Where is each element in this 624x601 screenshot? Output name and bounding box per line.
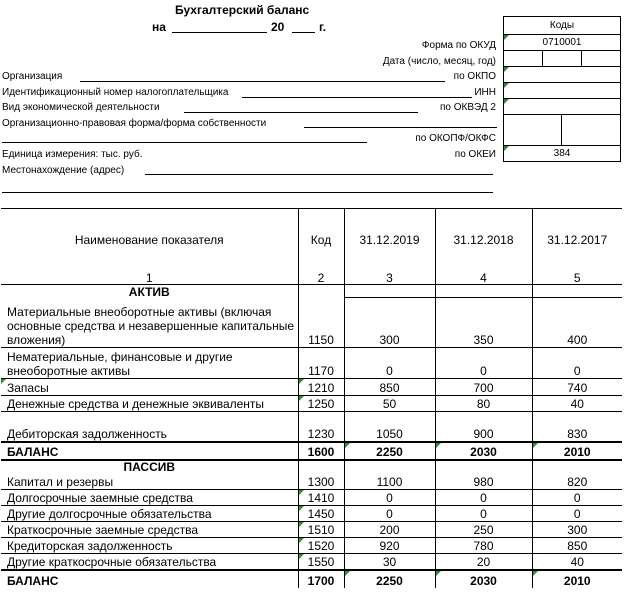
col-name-header: Наименование показателя bbox=[1, 209, 298, 271]
row-value: 2010 bbox=[532, 442, 622, 460]
row-name: Капитал и резервы bbox=[1, 473, 298, 490]
row-value[interactable]: 300 bbox=[532, 522, 622, 538]
row-value: 2250 bbox=[344, 442, 435, 460]
legal-form-field-2[interactable] bbox=[2, 142, 367, 143]
row-value[interactable]: 1050 bbox=[344, 412, 435, 442]
row-value[interactable]: 30 bbox=[344, 554, 435, 570]
row-code: 1550 bbox=[298, 554, 344, 570]
okei-value[interactable]: 384 bbox=[504, 146, 621, 162]
row-value[interactable]: 50 bbox=[344, 396, 435, 412]
okved-label: по ОКВЭД 2 bbox=[440, 102, 496, 113]
table-row bbox=[1, 473, 622, 490]
row-name: Денежные средства и денежные эквиваленты bbox=[1, 396, 298, 412]
table-row bbox=[1, 490, 622, 506]
row-code: 1520 bbox=[298, 538, 344, 554]
row-code: 1410 bbox=[298, 490, 344, 506]
codes-table bbox=[503, 16, 621, 162]
activity-field[interactable] bbox=[184, 112, 418, 113]
location-label: Местонахождение (адрес) bbox=[2, 165, 125, 176]
okpo-value[interactable] bbox=[504, 67, 621, 83]
row-value[interactable]: 40 bbox=[532, 554, 622, 570]
row-code: 1230 bbox=[298, 412, 344, 442]
date-code-cells[interactable] bbox=[504, 51, 621, 67]
okopf-okfs-cells[interactable] bbox=[504, 115, 621, 146]
row-value[interactable]: 250 bbox=[435, 522, 532, 538]
row-value[interactable]: 980 bbox=[435, 473, 532, 490]
col-code-header: Код bbox=[298, 209, 344, 271]
row-value[interactable]: 300 bbox=[344, 298, 435, 348]
row-code: 1700 bbox=[298, 570, 344, 588]
row-code: 1510 bbox=[298, 522, 344, 538]
row-value[interactable]: 0 bbox=[435, 490, 532, 506]
row-name: Дебиторская задолженность bbox=[7, 426, 167, 441]
num-row-cell: 1 bbox=[1, 271, 298, 285]
table-row bbox=[1, 522, 622, 538]
section-liabilities: ПАССИВ bbox=[123, 459, 176, 474]
row-code: 1250 bbox=[298, 396, 344, 412]
row-value[interactable]: 0 bbox=[344, 348, 435, 379]
row-value[interactable]: 830 bbox=[532, 412, 622, 442]
okei-label: по ОКЕИ bbox=[454, 149, 496, 160]
okud-label: Форма по ОКУД bbox=[421, 40, 496, 51]
balance-table bbox=[1, 208, 622, 588]
row-value[interactable]: 740 bbox=[532, 379, 622, 396]
row-value: 2010 bbox=[532, 570, 622, 588]
table-row bbox=[1, 506, 622, 522]
col-date3-header: 31.12.2017 bbox=[532, 209, 622, 271]
row-code: 1450 bbox=[298, 506, 344, 522]
row-value[interactable]: 200 bbox=[344, 522, 435, 538]
row-value[interactable]: 0 bbox=[435, 506, 532, 522]
num-row-cell: 3 bbox=[344, 271, 435, 285]
organization-label: Организация bbox=[2, 71, 63, 82]
inn-value[interactable] bbox=[504, 83, 621, 99]
okved-value[interactable] bbox=[504, 99, 621, 115]
row-name: Материальные внеоборотные активы (включая основные средства и незавершенные капитальные вложения) bbox=[1, 298, 298, 348]
row-name: Запасы bbox=[1, 379, 298, 396]
row-code: 1210 bbox=[298, 379, 344, 396]
row-value[interactable]: 350 bbox=[435, 298, 532, 348]
row-name: Краткосрочные заемные средства bbox=[1, 522, 298, 538]
col-date2-header: 31.12.2018 bbox=[435, 209, 532, 271]
row-name: Нематериальные, финансовые и другие внеоборотные активы bbox=[1, 348, 298, 379]
table-row bbox=[1, 379, 622, 396]
okpo-label: по ОКПО bbox=[453, 71, 496, 82]
num-row-cell: 4 bbox=[435, 271, 532, 285]
inn-label: ИНН bbox=[474, 87, 496, 98]
row-value[interactable]: 20 bbox=[435, 554, 532, 570]
section-assets: АКТИВ bbox=[128, 284, 170, 299]
assets-total-label: БАЛАНС bbox=[1, 442, 298, 460]
year-prefix: 20 bbox=[271, 20, 285, 34]
liabilities-total-label: БАЛАНС bbox=[1, 570, 298, 588]
row-value[interactable]: 0 bbox=[344, 490, 435, 506]
inn-field[interactable] bbox=[242, 97, 472, 98]
row-code: 1150 bbox=[298, 298, 344, 348]
col-date1-header: 31.12.2019 bbox=[344, 209, 435, 271]
row-value[interactable]: 0 bbox=[532, 490, 622, 506]
row-code: 1600 bbox=[298, 442, 344, 460]
activity-label: Вид экономической деятельности bbox=[2, 102, 160, 113]
year-field[interactable] bbox=[292, 32, 315, 33]
row-code: 1300 bbox=[298, 473, 344, 490]
row-value: 2250 bbox=[344, 570, 435, 588]
date-label: Дата (число, месяц, год) bbox=[382, 56, 496, 67]
table-row bbox=[1, 412, 622, 442]
date-on-label: на bbox=[152, 20, 166, 34]
codes-title: Коды bbox=[504, 17, 621, 35]
row-value[interactable]: 80 bbox=[435, 396, 532, 412]
table-row-total bbox=[1, 442, 622, 460]
table-row bbox=[1, 348, 622, 379]
row-value: 2030 bbox=[435, 570, 532, 588]
inn-description: Идентификационный номер налогоплательщика bbox=[2, 87, 229, 98]
year-suffix: г. bbox=[319, 20, 327, 34]
location-field-2[interactable] bbox=[2, 192, 493, 193]
row-value[interactable]: 0 bbox=[344, 506, 435, 522]
date-day-month-field[interactable] bbox=[172, 32, 267, 33]
unit-label: Единица измерения: тыс. руб. bbox=[2, 149, 143, 160]
row-value[interactable]: 0 bbox=[532, 348, 622, 379]
row-value[interactable]: 700 bbox=[435, 379, 532, 396]
row-value[interactable]: 900 bbox=[435, 412, 532, 442]
table-row bbox=[1, 298, 622, 348]
row-name: Кредиторская задолженность bbox=[1, 538, 298, 554]
document-title: Бухгалтерский баланс bbox=[175, 3, 310, 17]
row-name: Другие краткосрочные обязательства bbox=[7, 554, 217, 569]
num-row-cell: 5 bbox=[532, 271, 622, 285]
table-row bbox=[1, 554, 622, 570]
row-value[interactable]: 920 bbox=[344, 538, 435, 554]
row-name: Долгосрочные заемные средства bbox=[1, 490, 298, 506]
legal-form-field[interactable] bbox=[304, 127, 497, 128]
okopf-label: по ОКОПФ/ОКФС bbox=[415, 133, 496, 144]
organization-field[interactable] bbox=[80, 81, 445, 82]
row-value: 2030 bbox=[435, 442, 532, 460]
row-value[interactable]: 40 bbox=[532, 396, 622, 412]
row-value[interactable]: 0 bbox=[532, 506, 622, 522]
row-value[interactable]: 400 bbox=[532, 298, 622, 348]
location-field[interactable] bbox=[145, 174, 493, 175]
row-value[interactable]: 820 bbox=[532, 473, 622, 490]
table-row bbox=[1, 538, 622, 554]
row-name: Другие долгосрочные обязательства bbox=[1, 506, 298, 522]
legal-form-label: Организационно-правовая форма/форма собственности bbox=[2, 118, 267, 129]
num-row-cell: 2 bbox=[298, 271, 344, 285]
row-value[interactable]: 850 bbox=[532, 538, 622, 554]
table-row bbox=[1, 396, 622, 412]
okud-value[interactable]: 0710001 bbox=[504, 35, 621, 51]
row-code: 1170 bbox=[298, 348, 344, 379]
table-row-total bbox=[1, 570, 622, 588]
row-value[interactable]: 850 bbox=[344, 379, 435, 396]
row-value[interactable]: 1100 bbox=[344, 473, 435, 490]
row-value[interactable]: 780 bbox=[435, 538, 532, 554]
row-value[interactable]: 0 bbox=[435, 348, 532, 379]
